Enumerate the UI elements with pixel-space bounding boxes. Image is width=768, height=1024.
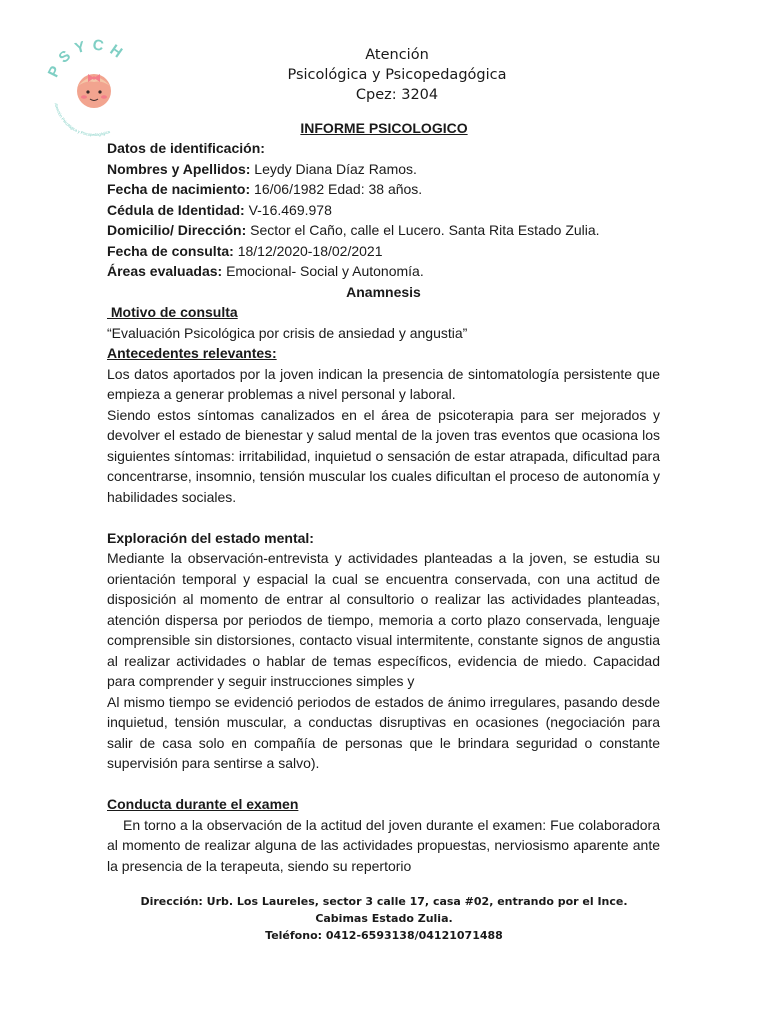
footer-address: Dirección: Urb. Los Laureles, sector 3 calle 17, casa #02, entrando por el Ince.: [140, 895, 628, 908]
letterhead-line-1: Atención: [365, 47, 429, 63]
field-address: [107, 220, 660, 241]
footer: [0, 893, 768, 944]
letterhead-line-3: Cpez: 3204: [355, 87, 439, 103]
field-label: Fecha de nacimiento:: [107, 181, 251, 197]
report-body: [107, 138, 672, 876]
field-evaluated-areas: [107, 261, 660, 282]
letterhead: [0, 45, 768, 105]
field-label: Cédula de Identidad:: [107, 201, 245, 218]
field-label: Fecha de consulta:: [107, 242, 234, 259]
antecedentes-paragraph: Los datos aportados por la joven indican la presencia de sintomatología persistente que empieza a generar problemas a nivel personal y laboral.: [107, 365, 660, 402]
field-value: 16/06/1982 Edad: 38 años.: [250, 181, 423, 197]
report-title: INFORME PSICOLOGICO: [300, 120, 468, 136]
footer-phone: Teléfono: 0412-6593138/04121071488: [265, 929, 503, 942]
field-value: Leydy Diana Díaz Ramos.: [250, 160, 417, 177]
exploracion-paragraph: Mediante la observación-entrevista y actividades planteadas a la joven, se estudia su orientación temporal y espacial la cual se encuentra conservada, con una actitud de disposición al momento de entrar al consultorio o realizar las actividades planteadas, atención dispersa por periodos de tiempo, memoria a corto plazo conservada, lenguaje comprensible sin distorsiones, contacto visual intermitente, constante signos de angustia al realizar actividades o hablar de temas específicos, evidencia de miedo. Capacidad para comprender y seguir instrucciones simples y: [107, 550, 660, 689]
field-consult-date: [107, 241, 660, 262]
field-label: Domicilio/ Dirección:: [107, 222, 247, 238]
footer-city: Cabimas Estado Zulia.: [315, 912, 453, 925]
exploracion-paragraph: Al mismo tiempo se evidenció periodos de estados de ánimo irregulares, pasando desde inquietud, tensión muscular, a conductas disruptivas en ocasiones (negociación para salir de casa solo en compañía de personas que le brindara seguridad o constante supervisión para sentirse a salvo).: [107, 693, 660, 771]
field-value: Sector el Caño, calle el Lucero. Santa Rita Estado Zulia.: [246, 222, 600, 238]
field-id-number: [107, 200, 660, 221]
field-value: 18/12/2020-18/02/2021: [233, 242, 383, 259]
field-value: V-16.469.978: [244, 201, 332, 218]
anamnesis-heading: Anamnesis: [346, 283, 421, 300]
motivo-heading: Motivo de consulta: [107, 304, 238, 320]
field-value: Emocional- Social y Autonomía.: [222, 263, 424, 279]
logo-brand-text: PSYCH: [44, 38, 131, 81]
conducta-heading: Conducta durante el examen: [107, 796, 299, 812]
field-birthdate: [107, 179, 660, 200]
antecedentes-paragraph: Siendo estos síntomas canalizados en el área de psicoterapia para ser mejorados y devolver el estado de bienestar y salud mental de la joven tras eventos que ocasiona los siguientes síntomas: irritabilidad, inquietud o sensación de estar atrapada, dificultad para concentrarse, insomnio, tensión muscular los cuales dificultan el proceso de autonomía y habilidades sociales.: [107, 406, 660, 505]
antecedentes-heading: Antecedentes relevantes:: [107, 345, 277, 361]
exploracion-heading: Exploración del estado mental:: [107, 529, 314, 546]
field-name: [107, 159, 660, 180]
motivo-text: “Evaluación Psicológica por crisis de ansiedad y angustia”: [107, 324, 468, 341]
conducta-paragraph: En torno a la observación de la actitud del joven durante el examen: Fue colaboradora al momento de realizar alguna de las actividades propuestas, nerviosismo aparente ante la presencia de la terapeuta, siendo su repertorio: [107, 816, 672, 874]
field-label: Nombres y Apellidos:: [107, 160, 251, 177]
letterhead-line-2: Psicológica y Psicopedagógica: [287, 67, 507, 83]
field-label: Áreas evaluadas:: [107, 263, 223, 279]
identification-heading: Datos de identificación:: [107, 140, 265, 156]
logo-ring-text: Atención Psicológica y Psicopedagógica: [53, 102, 111, 138]
